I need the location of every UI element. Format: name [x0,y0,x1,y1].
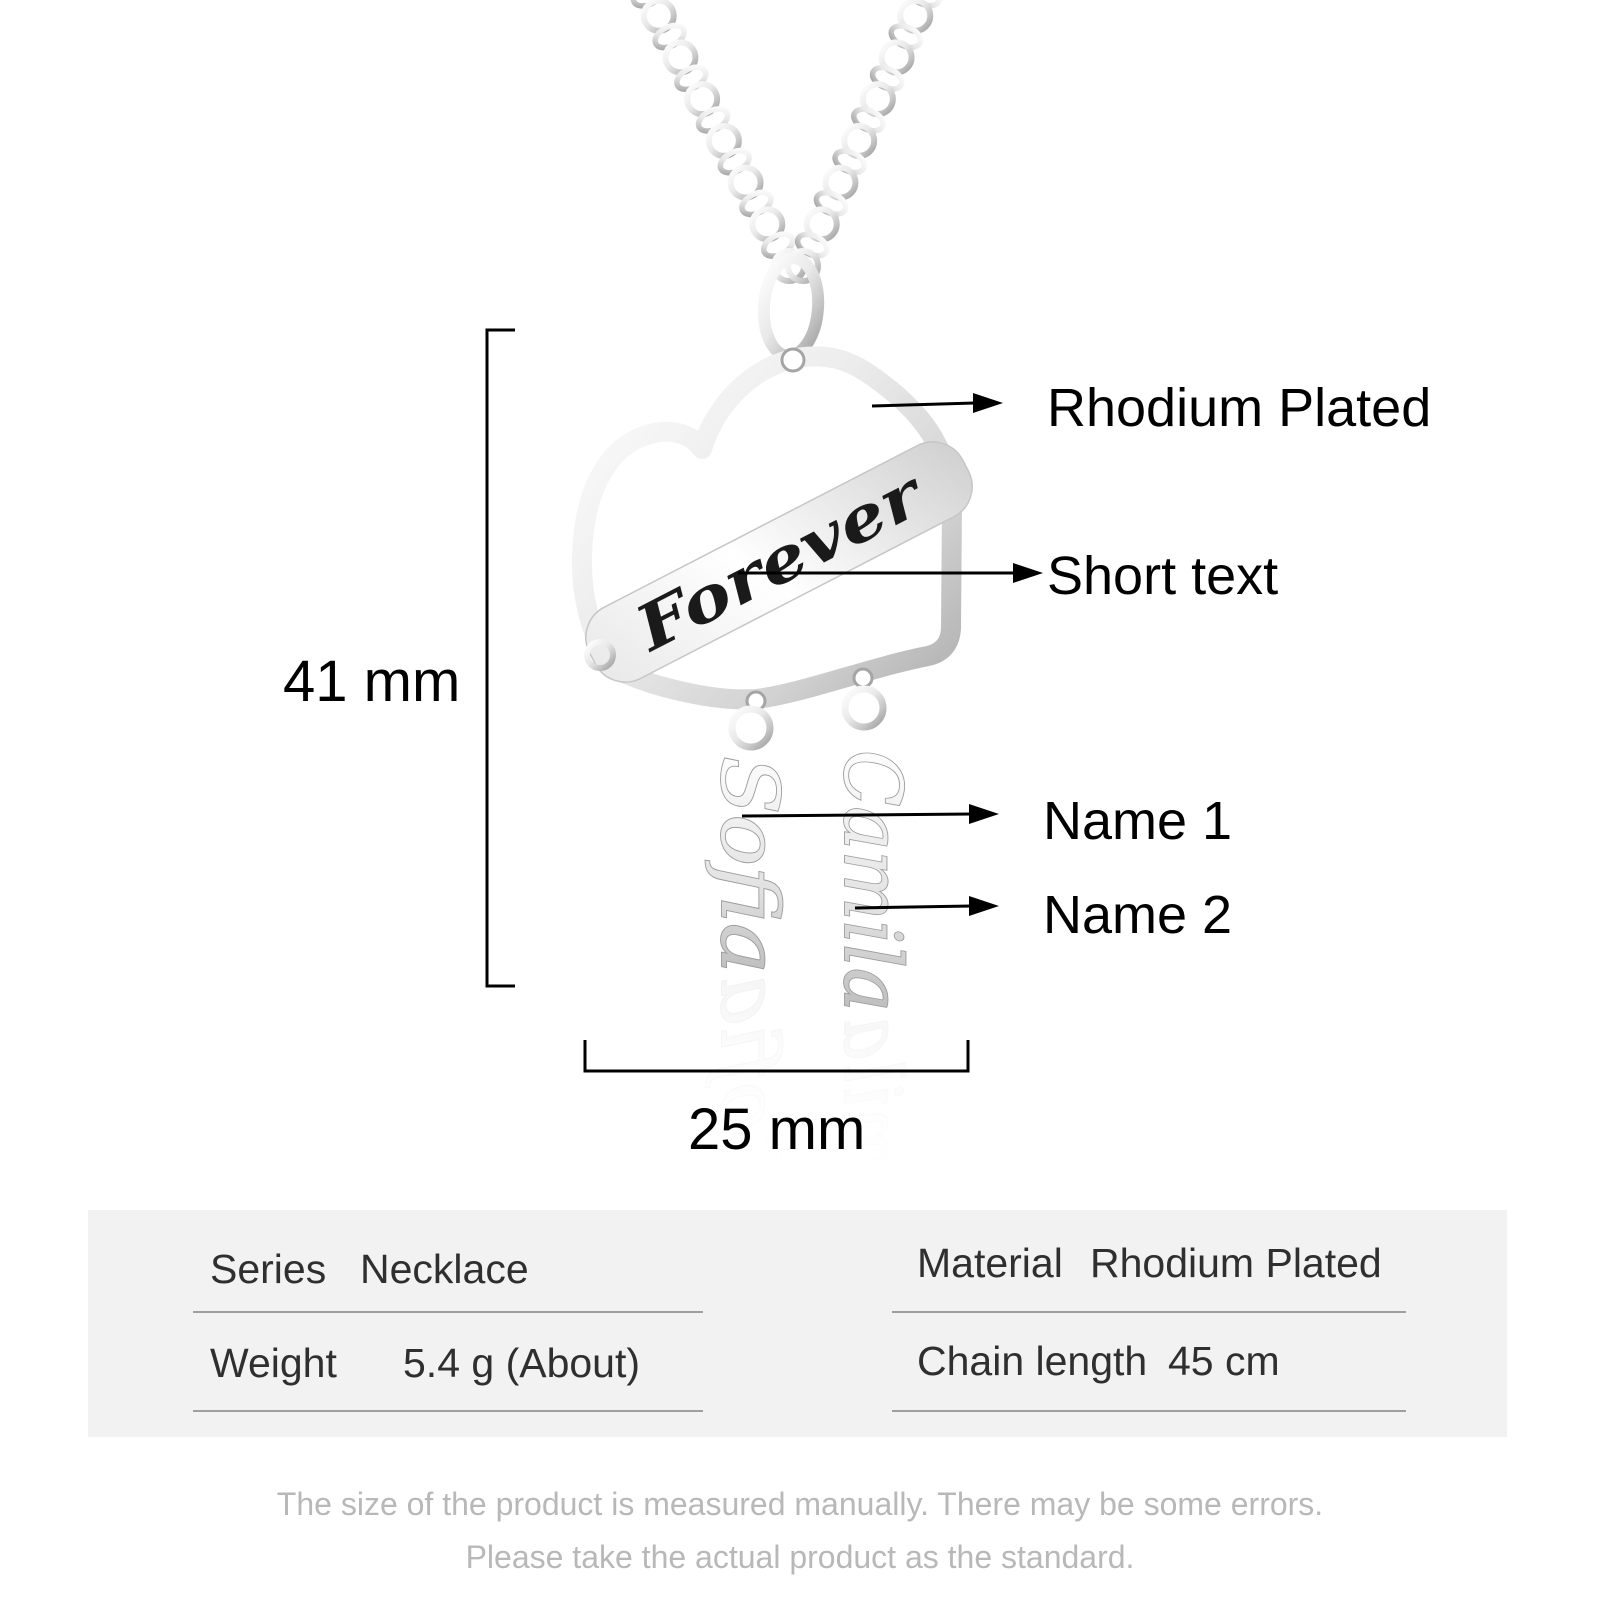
spec-label-chain-length: Chain length [917,1338,1148,1384]
disclaimer-line-1: The size of the product is measured manually. There may be some errors. [276,1486,1324,1522]
spec-value-series: Necklace [360,1246,529,1292]
name-charm-2 [826,750,919,1034]
spec-value-weight: 5.4 g (About) [403,1340,641,1386]
label-name-1: Name 1 [1043,791,1233,851]
charm-hole-2 [854,669,872,687]
charm-ring-1 [732,709,770,747]
divider [892,1410,1406,1412]
charm-ring-2 [845,689,883,727]
height-dimension: 41 mm [283,649,461,714]
name-charm-1 [703,756,796,974]
spec-label-weight: Weight [210,1340,337,1386]
label-name-2: Name 2 [1043,885,1233,945]
divider [193,1311,703,1313]
bail-hole [782,349,804,371]
label-short-text: Short text [1047,546,1279,606]
divider [193,1410,703,1412]
disclaimer-line-2: Please take the actual product as the standard. [465,1539,1135,1575]
spec-panel [88,1210,1507,1437]
spec-value-chain-length: 45 cm [1168,1338,1280,1384]
disclaimer [0,1478,1600,1584]
svg-text:Camila: Camila [826,750,919,1034]
svg-text:Sofia: Sofia [703,756,796,961]
engraving-text: Forever [624,479,891,666]
label-plating: Rhodium Plated [1047,378,1432,438]
divider [892,1311,1406,1313]
chain [622,0,949,281]
spec-value-material: Rhodium Plated [1090,1240,1382,1286]
spec-label-material: Material [917,1240,1063,1286]
width-dimension: 25 mm [688,1097,866,1162]
height-bracket [487,330,515,986]
spec-label-series: Series [210,1246,327,1292]
